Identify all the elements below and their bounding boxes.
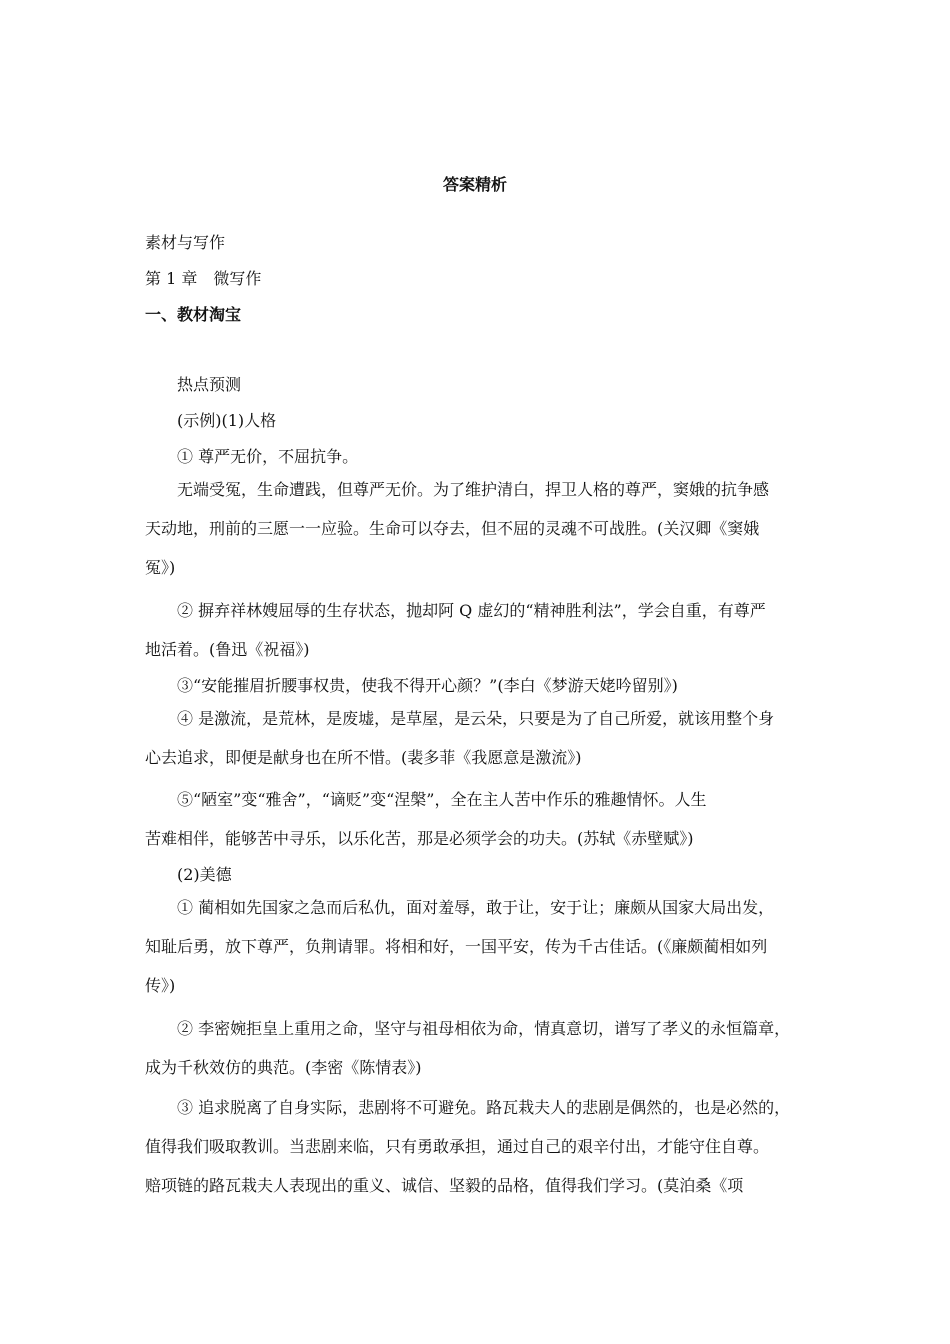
item-1-3: ③“安能摧眉折腰事权贵，使我不得开心颜？”(李白《梦游天姥吟留别》) <box>177 676 678 695</box>
document-title: 答案精析 <box>442 175 507 194</box>
hot-topic-label: 热点预测 <box>177 375 242 394</box>
text-line: ④ 是激流，是荒林，是废墟，是草屋，是云朵，只要是为了自己所爱，就该用整个身 <box>177 709 775 728</box>
text-line: 知耻后勇，放下尊严，负荆请罪。将相和好，一国平安，传为千古佳话。(《廉颇蔺相如列 <box>145 937 768 956</box>
text-line: 心去追求，即便是献身也在所不惜。(裴多菲《我愿意是激流》) <box>145 748 582 767</box>
item-1-2 <box>145 591 809 669</box>
text-line: ① 蔺相如先国家之急而后私仇，面对羞辱，敢于让，安于让；廉颇从国家大局出发， <box>177 898 775 917</box>
section-label: 素材与写作 <box>145 233 226 252</box>
item-2-1 <box>145 888 809 1005</box>
text-line: 成为千秋效仿的典范。(李密《陈情表》) <box>145 1058 422 1077</box>
text-line: ② 摒弃祥林嫂屈辱的生存状态，抛却阿 Q 虚幻的“精神胜利法”，学会自重，有尊严 <box>177 601 766 620</box>
text-line: ⑤“陋室”变“雅舍”，“谪贬”变“涅槃”，全在主人苦中作乐的雅趣情怀。人生 <box>177 790 707 809</box>
text-line: 苦难相伴，能够苦中寻乐，以乐化苦，那是必须学会的功夫。(苏轼《赤壁赋》) <box>145 829 694 848</box>
item-1-1-body <box>145 470 809 587</box>
item-1-5 <box>145 780 809 858</box>
item-2-3 <box>145 1088 809 1205</box>
section-heading: 一、教材淘宝 <box>145 305 242 324</box>
text-line: ③ 追求脱离了自身实际，悲剧将不可避免。路瓦栽夫人的悲剧是偶然的，也是必然的， <box>177 1098 791 1117</box>
text-line: 传》) <box>145 976 176 995</box>
text-line: 天动地，刑前的三愿一一应验。生命可以夺去，但不屈的灵魂不可战胜。(关汉卿《窦娥 <box>145 519 760 538</box>
item-1-4 <box>145 699 809 777</box>
text-line: 地活着。(鲁迅《祝福》) <box>145 640 310 659</box>
item-2-2 <box>145 1009 809 1087</box>
text-line: 赔项链的路瓦栽夫人表现出的重义、诚信、坚毅的品格，值得我们学习。(莫泊桑《项 <box>145 1176 744 1195</box>
example-2-heading: (2)美德 <box>177 865 232 884</box>
text-line: 冤》) <box>145 558 176 577</box>
chapter-label: 第 1 章 微写作 <box>145 269 262 288</box>
text-line: 值得我们吸取教训。当悲剧来临，只有勇敢承担，通过自己的艰辛付出，才能守住自尊。 <box>145 1137 770 1156</box>
text-line: ② 李密婉拒皇上重用之命，坚守与祖母相依为命，情真意切，谱写了孝义的永恒篇章， <box>177 1019 791 1038</box>
example-1-heading: (示例)(1)人格 <box>177 411 277 430</box>
item-1-1-title: ① 尊严无价，不屈抗争。 <box>177 447 359 466</box>
text-line: 无端受冤，生命遭践，但尊严无价。为了维护清白，捍卫人格的尊严，窦娥的抗争感 <box>177 480 770 499</box>
